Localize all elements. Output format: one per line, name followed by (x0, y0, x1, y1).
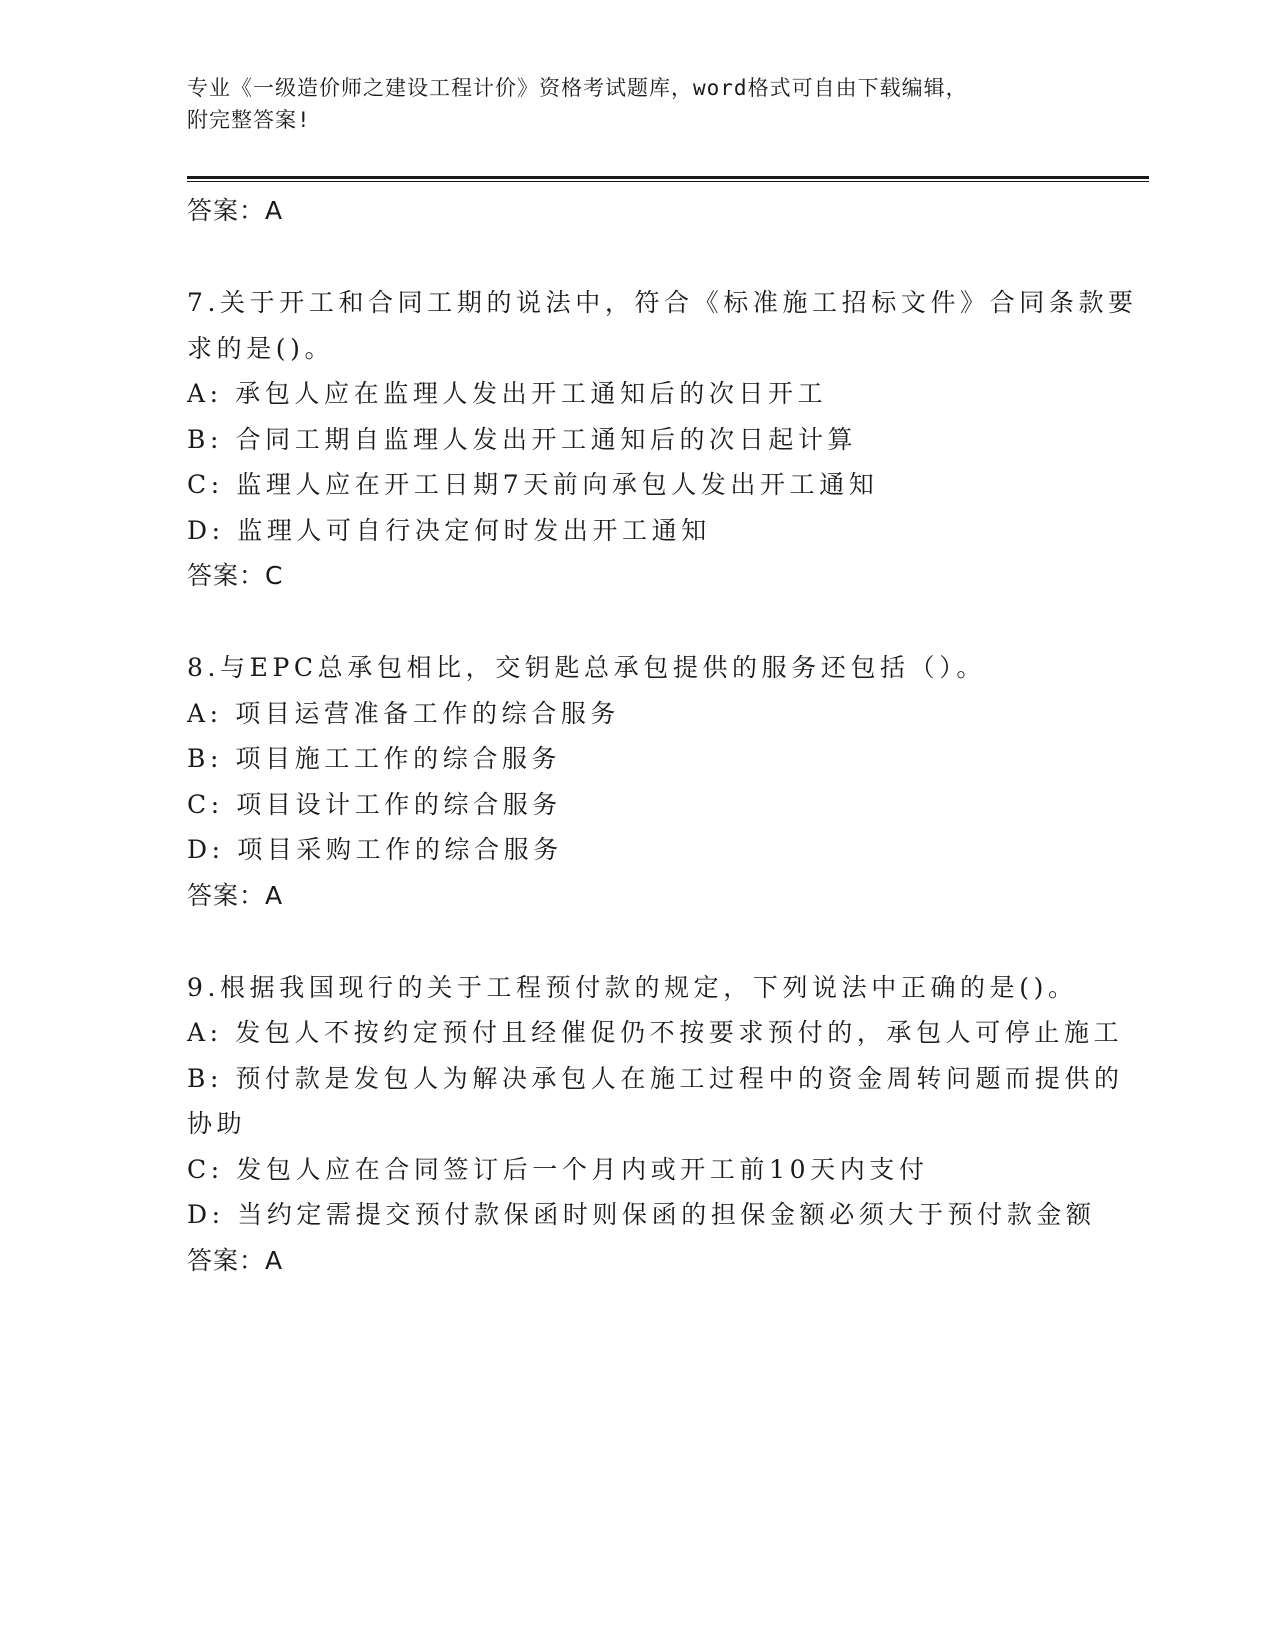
question-block (187, 645, 1147, 919)
option-c: C: 发包人应在合同签订后一个月内或开工前10天内支付 (187, 1154, 929, 1184)
option-d: D: 项目采购工作的综合服务 (187, 835, 563, 864)
option-b: B: 项目施工工作的综合服务 (187, 744, 562, 773)
option-d: D: 监理人可自行决定何时发出开工通知 (187, 515, 711, 545)
document-page (187, 72, 1147, 1284)
header-line-1: 专业《一级造价师之建设工程计价》资格考试题库，word格式可自由下载编辑， (187, 76, 968, 100)
question-stem: 9.根据我国现行的关于工程预付款的规定，下列说法中正确的是()。 (187, 972, 1078, 1002)
option-c: C: 项目设计工作的综合服务 (187, 789, 562, 819)
option-d: D: 当约定需提交预付款保函时则保函的担保金额必须大于预付款金额 (187, 1200, 1096, 1229)
option-a: A: 项目运营准备工作的综合服务 (187, 698, 621, 728)
answer-line: 答案：A (187, 1245, 284, 1275)
question-stem: 8.与EPC总承包相比，交钥匙总承包提供的服务还包括（）。 (187, 653, 986, 682)
question-block (187, 965, 1147, 1284)
question-block (187, 280, 1147, 599)
question-stem: 7.关于开工和合同工期的说法中，符合《标准施工招标文件》合同条款要求的是()。 (187, 288, 1138, 363)
answer-line: 答案：A (187, 196, 284, 225)
header-divider (187, 176, 1149, 182)
header-block (187, 72, 1147, 136)
option-b: B: 预付款是发包人为解决承包人在施工过程中的资金周转问题而提供的协助 (187, 1063, 1124, 1138)
option-c: C: 监理人应在开工日期7天前向承包人发出开工通知 (187, 470, 879, 499)
divider-thin-line (187, 181, 1149, 182)
answer-line: 答案：A (187, 880, 284, 910)
answer-line: 答案：C (187, 561, 284, 590)
header-line-2: 附完整答案! (187, 108, 311, 132)
option-a: A: 承包人应在监理人发出开工通知后的次日开工 (187, 379, 828, 408)
option-a: A: 发包人不按约定预付且经催促仍不按要求预付的，承包人可停止施工 (187, 1018, 1124, 1047)
option-b: B: 合同工期自监理人发出开工通知后的次日起计算 (187, 424, 858, 454)
